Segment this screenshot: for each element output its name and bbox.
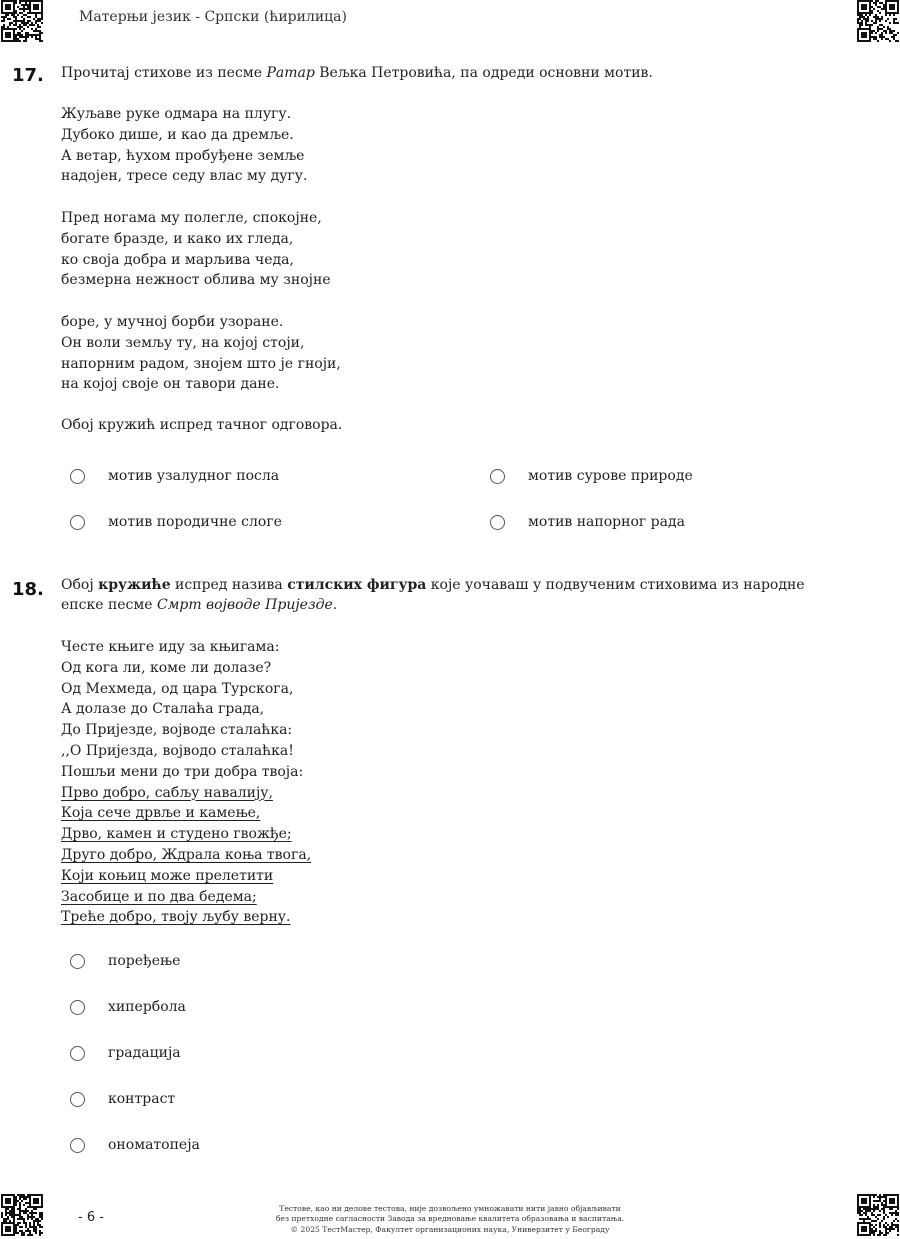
page-number: - 6 - xyxy=(78,1210,104,1225)
poem-line: Дубоко дише, и као да дремље. xyxy=(61,126,294,143)
qr-code-bottom-left xyxy=(1,1194,43,1236)
q17-poem xyxy=(61,104,341,395)
option-label: хипербола xyxy=(108,999,186,1015)
underlined-poem-line: Засобице и по два бедема; xyxy=(61,888,257,905)
radio-circle[interactable] xyxy=(70,1000,85,1015)
poem-line: Од кога ли, коме ли долазе? xyxy=(61,659,272,676)
option-label: поређење xyxy=(108,953,181,969)
q18-option-1[interactable] xyxy=(70,953,180,969)
underlined-poem-line: Прво добро, сабљу навалију, xyxy=(61,784,273,801)
poem-line: Он воли земљу ту, на којој стоји, xyxy=(61,334,305,351)
poem-line: ко своја добра и марљива чеда, xyxy=(61,251,294,268)
radio-circle[interactable] xyxy=(70,954,85,969)
question-18-prompt: Обој кружиће испред назива стилских фигура које уочаваш у подвученим стиховима из народне епске песме Смрт војводе Пријезде. xyxy=(61,577,805,613)
radio-circle[interactable] xyxy=(70,1138,85,1153)
poem-line: А ветар, ћухом пробуђене земље xyxy=(61,147,305,164)
underlined-poem-line: Који коњиц може прелетити xyxy=(61,867,274,884)
underlined-poem-line: Дрво, камен и студено гвожђе; xyxy=(61,826,292,843)
poem-line: Честе књиге иду за књигама: xyxy=(61,639,280,655)
poem-line: надојен, тресе седу влас му дугу. xyxy=(61,168,308,185)
option-label: ономатопеја xyxy=(108,1137,200,1153)
q17-option-4[interactable] xyxy=(490,514,685,530)
poem-line: богате бразде, и како их гледа, xyxy=(61,230,294,247)
poem-line: Од Мехмеда, од цара Турскога, xyxy=(61,680,294,697)
q17-instruction: Обој кружић испред тачног одговора. xyxy=(61,417,343,433)
option-label: мотив породичне слоге xyxy=(108,514,282,530)
q17-option-2[interactable] xyxy=(490,468,693,484)
question-17-number: 17. xyxy=(12,65,44,86)
q18-poem xyxy=(61,637,311,928)
poem-line: До Пријезде, војводе сталаћка: xyxy=(61,722,293,739)
option-label: градација xyxy=(108,1045,181,1061)
q18-option-4[interactable] xyxy=(70,1091,175,1107)
radio-circle[interactable] xyxy=(490,469,505,484)
q18-option-5[interactable] xyxy=(70,1137,200,1153)
option-label: мотив напорног рада xyxy=(528,514,685,530)
header-title: Матерњи језик - Српски (ћирилица) xyxy=(79,9,347,25)
poem-line: Пред ногама му полегле, спокојне, xyxy=(61,209,322,226)
q17-option-3[interactable] xyxy=(70,514,282,530)
radio-circle[interactable] xyxy=(70,515,85,530)
poem-line: боре, у мучној борби узоране. xyxy=(61,313,284,330)
poem-line: безмерна нежност облива му знојне xyxy=(61,272,331,289)
underlined-poem-line: Друго добро, Ждрала коња твога, xyxy=(61,846,312,863)
copyright-notice: Тестове, као ни делове тестова, није дозвољено умножавати нити јавно објављивати без претходне сагласности Завода за вредновање квалитета образовања и васпитања. © 2025 ТестМастер, Факултет организационих наука, Универзитет у Београду xyxy=(275,1204,625,1234)
qr-code-top-right xyxy=(857,0,899,42)
question-18-number: 18. xyxy=(12,579,44,600)
q18-option-3[interactable] xyxy=(70,1045,181,1061)
poem-line: Жуљаве руке одмара на плугу. xyxy=(61,106,292,122)
option-label: мотив узалудног посла xyxy=(108,468,280,484)
qr-code-bottom-right xyxy=(857,1194,899,1236)
option-label: контраст xyxy=(108,1091,176,1107)
q17-option-1[interactable] xyxy=(70,468,279,484)
underlined-poem-line: Треће добро, твоју љубу верну. xyxy=(61,909,291,926)
qr-code-top-left xyxy=(1,0,43,42)
poem-line: Пошљи мени до три добра твоја: xyxy=(61,763,304,780)
radio-circle[interactable] xyxy=(70,1046,85,1061)
radio-circle[interactable] xyxy=(70,1092,85,1107)
radio-circle[interactable] xyxy=(490,515,505,530)
option-label: мотив сурове природе xyxy=(528,468,693,484)
poem-line: А долазе до Сталаћа града, xyxy=(61,701,265,718)
poem-line: напорним радом, знојем што је гноји, xyxy=(61,355,341,372)
poem-line: на којој своје он тавори дане. xyxy=(61,376,280,393)
radio-circle[interactable] xyxy=(70,469,85,484)
q18-option-2[interactable] xyxy=(70,999,186,1015)
underlined-poem-line: Која сече дрвље и камење, xyxy=(61,805,261,822)
question-17-prompt: Прочитај стихове из песме Ратар Вељка Петровића, па одреди основни мотив. xyxy=(61,65,653,81)
poem-line: ,,О Пријезда, војводо сталаћка! xyxy=(61,742,294,759)
